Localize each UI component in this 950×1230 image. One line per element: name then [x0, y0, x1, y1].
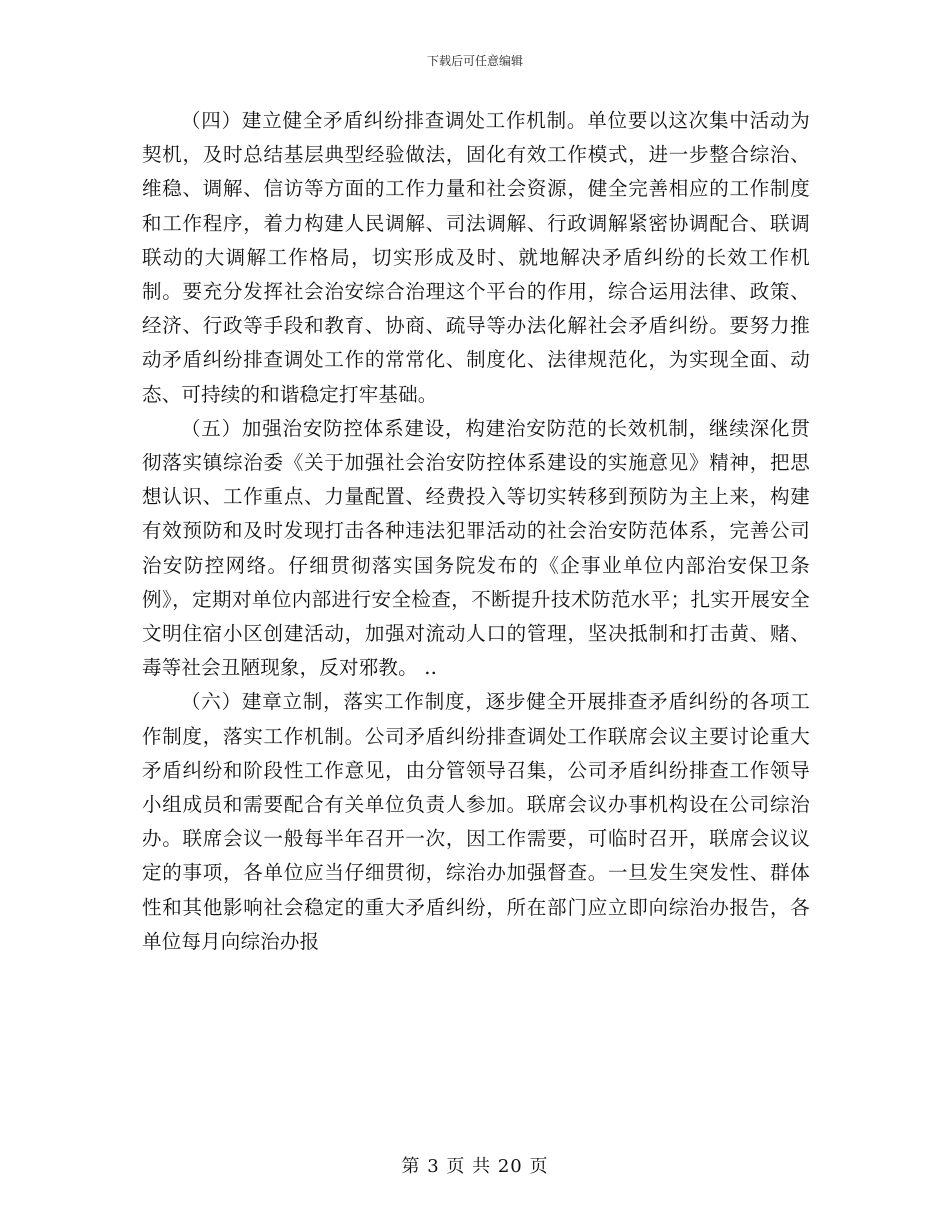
paragraph-4: （四）建立健全矛盾纠纷排查调处工作机制。单位要以这次集中活动为契机，及时总结基层典型经验做法，固化有效工作模式，进一步整合综治、维稳、调解、信访等方面的工作力量和社会资源，健全完善相应的工作制度和工作程序，着力构建人民调解、司法调解、行政调解紧密协调配合、联调联动的大调解工作格局，切实形成及时、就地解决矛盾纠纷的长效工作机制。要充分发挥社会治安综合治理这个平台的作用，综合运用法律、政策、经济、行政等手段和教育、协商、疏导等办法化解社会矛盾纠纷。要努力推动矛盾纠纷排查调处工作的常常化、制度化、法律规范化，为实现全面、动态、可持续的和谐稳定打牢基础。 [142, 109, 810, 406]
paragraph-5: （五）加强治安防控体系建设，构建治安防范的长效机制，继续深化贯彻落实镇综治委《关于加强社会治安防控体系建设的实施意见》精神，把思想认识、工作重点、力量配置、经费投入等切实转移到预防为主上来，构建有效预防和及时发现打击各种违法犯罪活动的社会治安防范体系，完善公司治安防控网络。仔细贯彻落实国务院发布的《企事业单位内部治安保卫条例》，定期对单位内部进行安全检查，不断提升技术防范水平；扎实开展安全文明住宿小区创建活动，加强对流动人口的管理，坚决抵制和打击黄、赌、毒等社会丑陋现象，反对邪教。 .. [142, 416, 810, 680]
page-header: 下载后可任意编辑 [426, 54, 523, 68]
page-footer: 第 3 页 共 20 页 [401, 1156, 549, 1177]
document-body [142, 104, 810, 959]
paragraph-6: （六）建章立制，落实工作制度，逐步健全开展排查矛盾纠纷的各项工作制度，落实工作机制。公司矛盾纠纷排查调处工作联席会议主要讨论重大矛盾纠纷和阶段性工作意见，由分管领导召集，公司矛盾纠纷排查工作领导小组成员和需要配合有关单位负责人参加。联席会议办事机构设在公司综治办。联席会议一般每半年召开一次，因工作需要，可临时召开，联席会议议定的事项，各单位应当仔细贯彻，综治办加强督查。一旦发生突发性、群体性和其他影响社会稳定的重大矛盾纠纷，所在部门应立即向综治办报告，各单位每月向综治办报 [142, 690, 810, 953]
